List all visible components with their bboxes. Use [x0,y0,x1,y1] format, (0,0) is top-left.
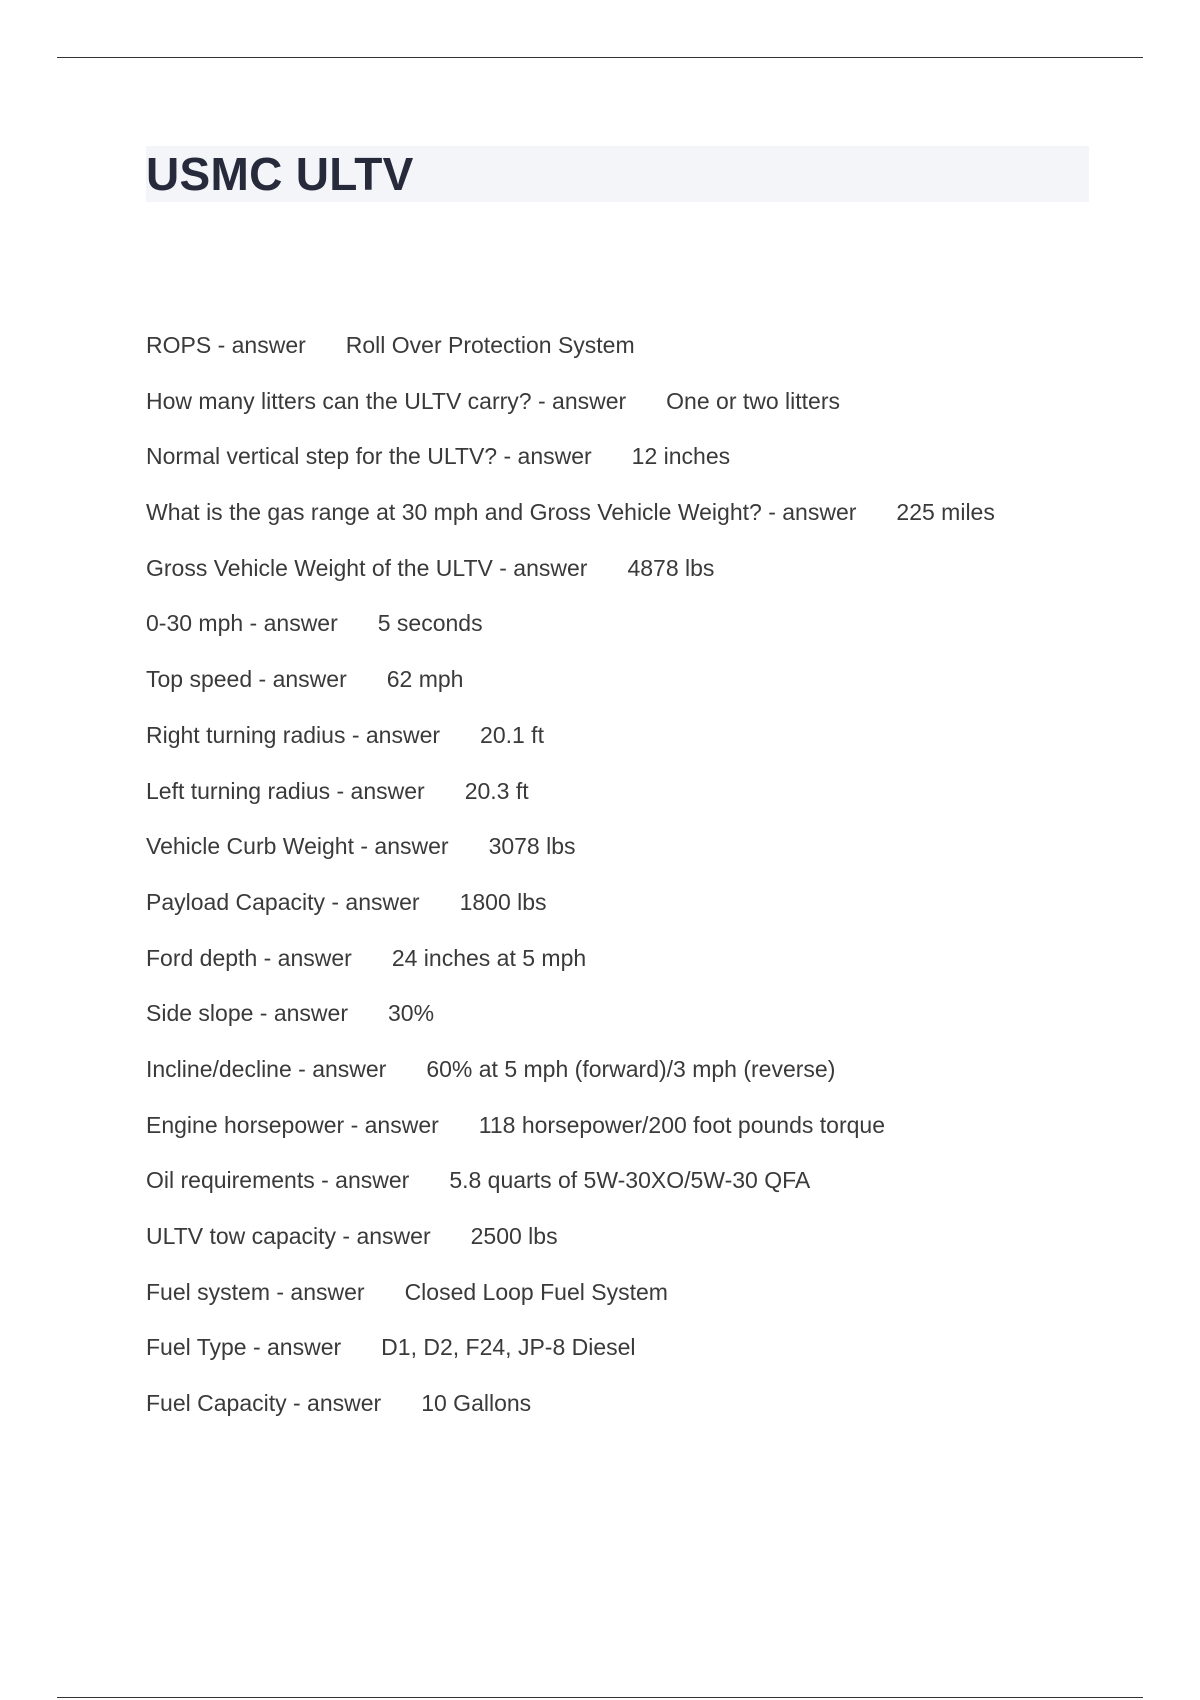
qa-answer: 5.8 quarts of 5W-30XO/5W-30 QFA [449,1167,811,1194]
qa-question: Vehicle Curb Weight - answer [146,833,449,860]
qa-question: Normal vertical step for the ULTV? - answer [146,443,592,470]
qa-question: Payload Capacity - answer [146,888,420,915]
qa-question: Side slope - answer [146,1000,348,1027]
qa-question: Incline/decline - answer [146,1055,387,1082]
qa-item [146,1277,1146,1333]
qa-question: How many litters can the ULTV carry? - answer [146,387,627,414]
qa-answer: 24 inches at 5 mph [391,944,587,971]
qa-answer: 10 Gallons [421,1390,532,1417]
qa-answer: 3078 lbs [488,833,576,860]
qa-answer: 225 miles [896,499,995,526]
qa-question: Gross Vehicle Weight of the ULTV - answer [146,554,588,581]
qa-item [146,1388,1146,1444]
qa-answer: One or two litters [666,387,841,414]
qa-item [146,943,1146,999]
qa-answer: 4878 lbs [627,554,715,581]
qa-list [146,330,1146,1444]
qa-question: Fuel Type - answer [146,1334,342,1361]
qa-question: Fuel system - answer [146,1278,365,1305]
qa-answer: D1, D2, F24, JP-8 Diesel [381,1334,636,1361]
qa-question: 0-30 mph - answer [146,610,338,637]
qa-item [146,1332,1146,1388]
qa-item [146,441,1146,497]
qa-item [146,386,1146,442]
qa-item [146,553,1146,609]
qa-item [146,887,1146,943]
qa-answer: 12 inches [631,443,731,470]
qa-answer: 62 mph [386,666,464,693]
qa-item [146,664,1146,720]
qa-answer: 1800 lbs [459,888,547,915]
qa-answer: 20.1 ft [480,721,544,748]
top-divider [57,57,1143,58]
qa-question: Right turning radius - answer [146,721,441,748]
qa-item [146,330,1146,386]
qa-answer: Closed Loop Fuel System [404,1278,668,1305]
qa-question: Left turning radius - answer [146,777,425,804]
qa-item [146,720,1146,776]
qa-item [146,998,1146,1054]
qa-item [146,608,1146,664]
qa-answer: 5 seconds [377,610,483,637]
qa-item [146,831,1146,887]
qa-question: Ford depth - answer [146,944,352,971]
qa-question: ULTV tow capacity - answer [146,1223,431,1249]
qa-question: Top speed - answer [146,666,347,693]
qa-question: What is the gas range at 30 mph and Gross Vehicle Weight? - answer [146,499,857,526]
qa-item [146,497,1146,553]
qa-item [146,1165,1146,1221]
qa-question: ROPS - answer [146,332,306,358]
qa-item [146,1110,1146,1166]
bottom-divider [57,1697,1143,1698]
qa-item [146,776,1146,832]
qa-question: Fuel Capacity - answer [146,1390,382,1417]
qa-item [146,1054,1146,1110]
qa-answer: Roll Over Protection System [345,332,635,358]
qa-item [146,1221,1146,1277]
qa-answer: 20.3 ft [464,777,529,804]
qa-answer: 2500 lbs [470,1223,558,1249]
page-title: USMC ULTV [146,148,414,200]
qa-answer: 60% at 5 mph (forward)/3 mph (reverse) [426,1055,836,1082]
qa-question: Engine horsepower - answer [146,1111,439,1138]
qa-question: Oil requirements - answer [146,1167,410,1194]
qa-answer: 118 horsepower/200 foot pounds torque [478,1111,885,1138]
qa-answer: 30% [388,1000,435,1027]
